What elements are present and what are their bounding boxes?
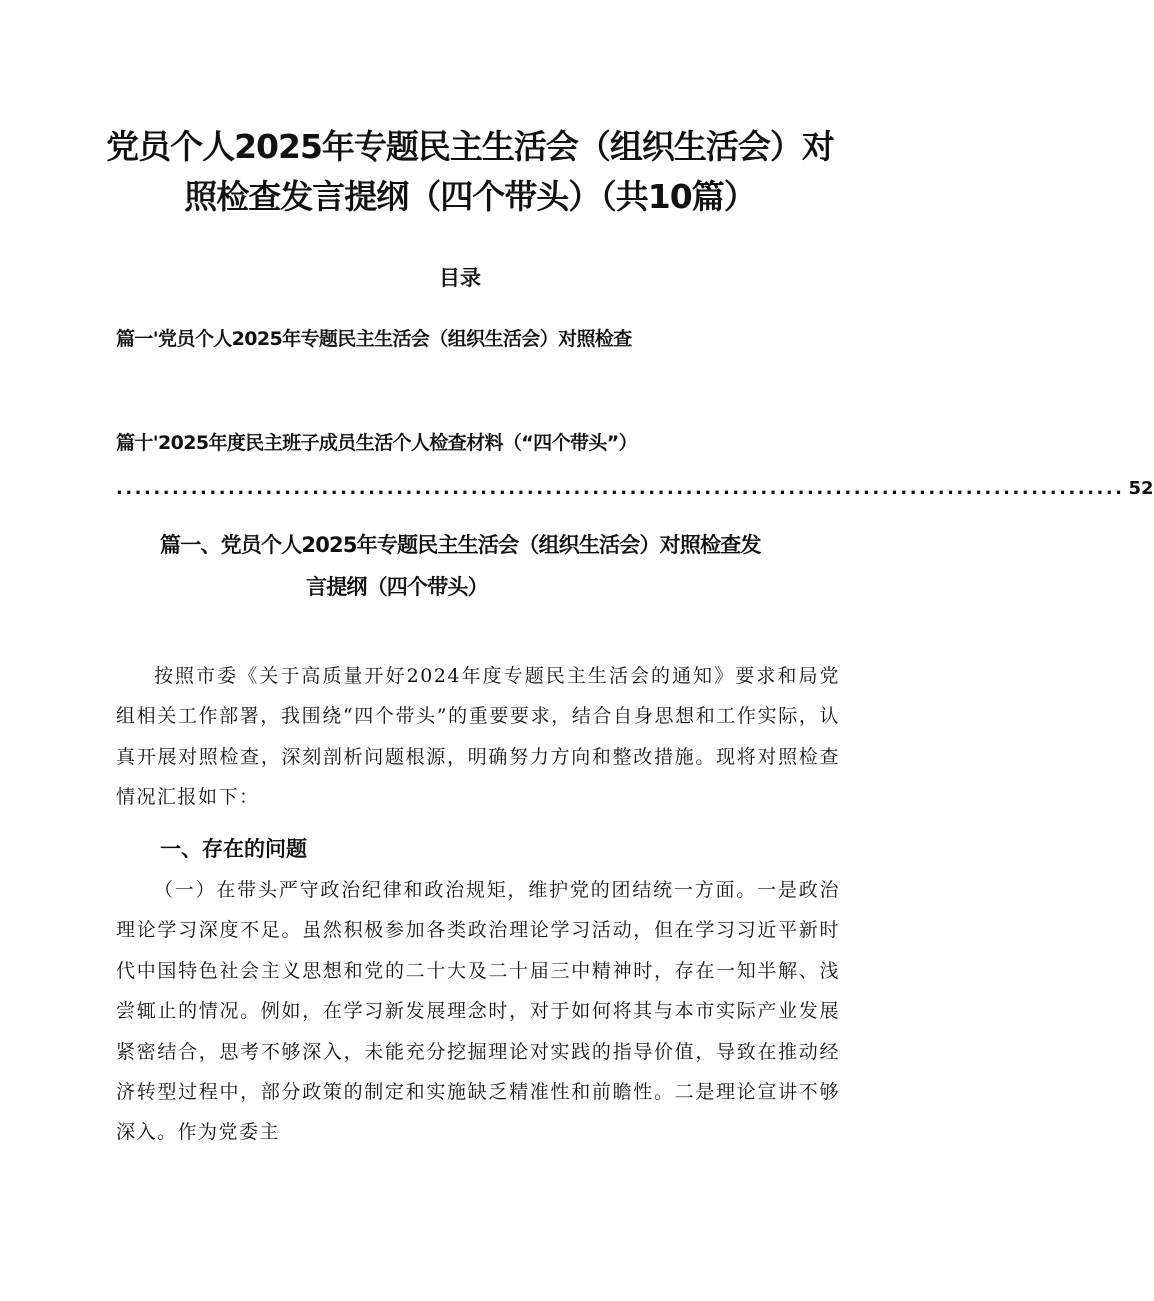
toc-leader-line <box>116 478 1154 499</box>
toc-dot-leader: ............................................................................................................ <box>116 478 1125 499</box>
toc-page-number: 52 <box>1128 478 1154 499</box>
section-heading-line2: 言提纲（四个带头） <box>306 575 488 599</box>
section-heading <box>160 524 840 608</box>
body-paragraph: （一）在带头严守政治纪律和政治规矩，维护党的团结统一方面。一是政治理论学习深度不足。虽然积极参加各类政治理论学习活动，但在学习习近平新时代中国特色社会主义思想和党的二十大及二十届三中精神时，存在一知半解、浅尝辄止的情况。例如，在学习新发展理念时，对于如何将其与本市实际产业发展紧密结合，思考不够深入，未能充分挖掘理论对实践的指导价值，导致在推动经济转型过程中，部分政策的制定和实施缺乏精准性和前瞻性。二是理论宣讲不够深入。作为党委主 <box>116 879 840 1144</box>
toc-entry-1[interactable]: 篇一'党员个人2025年专题民主生活会（组织生活会）对照检查 <box>116 328 632 350</box>
toc-heading: 目录 <box>439 266 481 290</box>
toc-entry-10[interactable]: 篇十'2025年度民主班子成员生活个人检查材料（“四个带头”） <box>116 432 638 454</box>
section-heading-line1: 篇一、党员个人2025年专题民主生活会（组织生活会）对照检查发 <box>160 533 761 557</box>
document-title: 党员个人2025年专题民主生活会（组织生活会）对照检查发言提纲（四个带头）（共10篇） <box>106 127 834 216</box>
subsection-heading: 一、存在的问题 <box>160 837 307 861</box>
intro-paragraph: 按照市委《关于高质量开好2024年度专题民主生活会的通知》要求和局党组相关工作部署，我围绕“四个带头”的重要要求，结合自身思想和工作实际，认真开展对照检查，深刻剖析问题根源，明确努力方向和整改措施。现将对照检查情况汇报如下： <box>116 665 840 809</box>
